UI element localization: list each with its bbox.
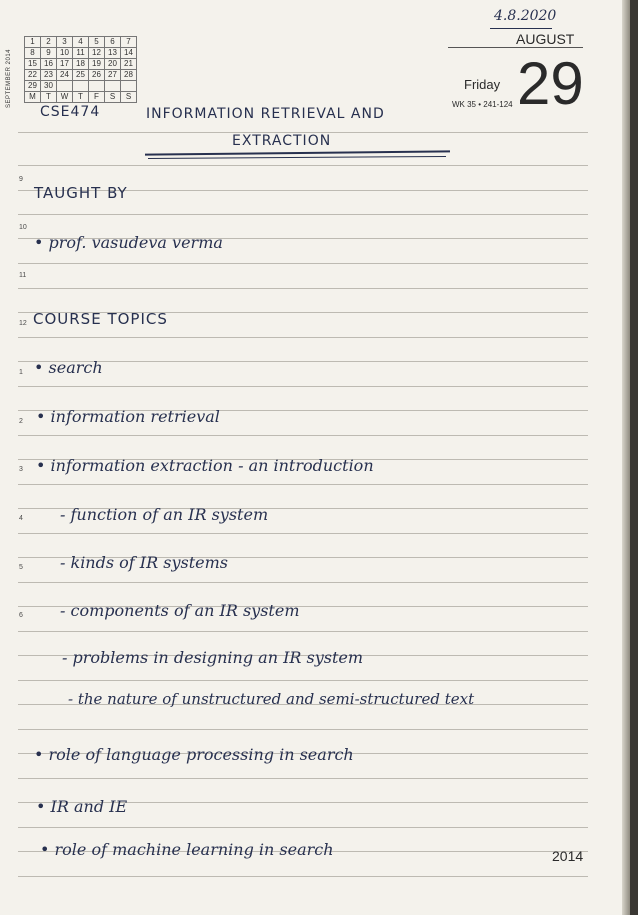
cal-cell: 15 <box>25 59 41 70</box>
cal-cell: 1 <box>25 37 41 48</box>
hour-marker: 4 <box>19 515 23 522</box>
hour-marker: 1 <box>19 369 23 376</box>
title-line-2: EXTRACTION <box>232 133 332 149</box>
cal-weekday: W <box>57 92 73 103</box>
topic-subitem: - components of an IR system <box>60 601 300 620</box>
mini-calendar-month: SEPTEMBER 2014 <box>6 48 12 108</box>
cal-cell <box>105 81 121 92</box>
hour-marker: 5 <box>19 564 23 571</box>
ruled-line <box>18 361 588 362</box>
hour-marker: 3 <box>19 466 23 473</box>
ruled-line <box>18 337 588 338</box>
title-underline-2 <box>148 156 446 159</box>
date-underline <box>490 28 552 29</box>
hour-marker: 2 <box>19 418 23 425</box>
cal-cell: 25 <box>73 70 89 81</box>
cal-cell: 20 <box>105 59 121 70</box>
ruled-line <box>18 484 588 485</box>
hour-marker: 11 <box>19 272 27 279</box>
ruled-line <box>18 386 588 387</box>
cal-cell: 14 <box>121 48 137 59</box>
cal-cell: 19 <box>89 59 105 70</box>
cal-cell <box>121 81 137 92</box>
cal-cell: 28 <box>121 70 137 81</box>
cal-cell: 7 <box>121 37 137 48</box>
cal-cell: 2 <box>41 37 57 48</box>
ruled-line <box>18 729 588 730</box>
cal-cell: 27 <box>105 70 121 81</box>
week-info: WK 35 • 241-124 <box>452 100 513 109</box>
cal-cell: 6 <box>105 37 121 48</box>
ruled-line <box>18 582 588 583</box>
cal-weekday: F <box>89 92 105 103</box>
cal-cell: 24 <box>57 70 73 81</box>
cal-cell: 9 <box>41 48 57 59</box>
cal-cell: 16 <box>41 59 57 70</box>
cal-cell: 5 <box>89 37 105 48</box>
cal-cell: 21 <box>121 59 137 70</box>
topic-item: • search <box>34 358 103 377</box>
ruled-line <box>18 680 588 681</box>
ruled-line <box>18 533 588 534</box>
cal-cell: 18 <box>73 59 89 70</box>
cal-weekday: T <box>41 92 57 103</box>
ruled-line <box>18 263 588 264</box>
cal-cell: 17 <box>57 59 73 70</box>
cal-cell: 8 <box>25 48 41 59</box>
ruled-line <box>18 435 588 436</box>
topic-item: • role of machine learning in search <box>40 840 334 859</box>
topic-subitem: - the nature of unstructured and semi-structured text <box>68 690 475 708</box>
ruled-line <box>18 827 588 828</box>
topic-subitem: - problems in designing an IR system <box>62 648 364 667</box>
hour-marker: 12 <box>19 320 27 327</box>
course-topics-heading: COURSE TOPICS <box>33 310 168 328</box>
topic-item: • role of language processing in search <box>34 745 354 764</box>
taught-by-heading: TAUGHT BY <box>34 184 128 202</box>
ruled-line <box>18 631 588 632</box>
cal-cell: 12 <box>89 48 105 59</box>
cal-weekday: M <box>25 92 41 103</box>
handwritten-date: 4.8.2020 <box>494 8 557 24</box>
course-code: CSE474 <box>40 104 101 120</box>
mini-calendar <box>24 36 137 103</box>
topic-subitem: - function of an IR system <box>60 505 269 524</box>
cal-cell: 29 <box>25 81 41 92</box>
cal-cell: 23 <box>41 70 57 81</box>
hour-marker: 6 <box>19 612 23 619</box>
cal-cell: 22 <box>25 70 41 81</box>
instructor-name: • prof. vasudeva verma <box>34 233 223 252</box>
topic-item: • information retrieval <box>36 407 220 426</box>
cal-cell: 26 <box>89 70 105 81</box>
cal-cell <box>57 81 73 92</box>
hour-marker: 10 <box>19 224 27 231</box>
ruled-line <box>18 778 588 779</box>
title-line-1: INFORMATION RETRIEVAL AND <box>146 106 385 122</box>
ruled-line <box>18 214 588 215</box>
cal-weekday: S <box>105 92 121 103</box>
hour-marker: 9 <box>19 176 23 183</box>
cal-cell: 13 <box>105 48 121 59</box>
weekday-label: Friday <box>464 77 501 92</box>
ruled-line <box>18 876 588 877</box>
cal-weekday: T <box>73 92 89 103</box>
cal-cell: 4 <box>73 37 89 48</box>
page-edge <box>622 0 630 915</box>
cal-cell <box>89 81 105 92</box>
cal-cell: 10 <box>57 48 73 59</box>
year-label: 2014 <box>552 848 584 864</box>
topic-subitem: - kinds of IR systems <box>60 553 228 572</box>
cal-cell: 11 <box>73 48 89 59</box>
ruled-line <box>18 165 588 166</box>
cal-cell <box>73 81 89 92</box>
cal-weekday: S <box>121 92 137 103</box>
cal-cell: 30 <box>41 81 57 92</box>
title-underline <box>145 150 450 155</box>
topic-item: • IR and IE <box>36 797 128 816</box>
ruled-line <box>18 288 588 289</box>
cal-cell: 3 <box>57 37 73 48</box>
month-label: AUGUST <box>516 31 575 47</box>
day-number: 29 <box>517 50 584 117</box>
topic-item: • information extraction - an introduction <box>36 456 374 475</box>
